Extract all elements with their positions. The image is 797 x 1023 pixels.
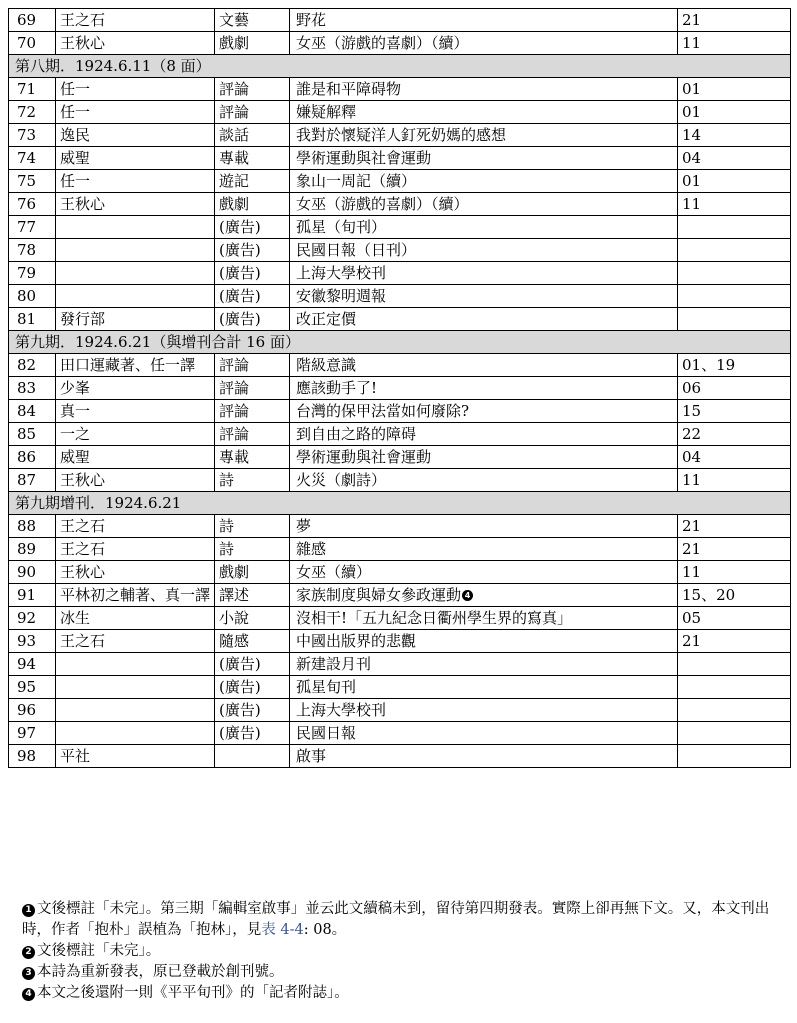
- table-row: [9, 262, 791, 285]
- page-cell: 21: [678, 630, 791, 653]
- author-cell: 任一: [56, 78, 215, 101]
- author-cell: [56, 699, 215, 722]
- title-cell: 安徽黎明週報: [290, 285, 678, 308]
- title-cell: 啟事: [290, 745, 678, 768]
- table-row: [9, 9, 791, 32]
- category-cell: 隨感: [215, 630, 290, 653]
- title-cell: 我對於懷疑洋人釘死奶媽的感想: [290, 124, 678, 147]
- author-cell: 少峯: [56, 377, 215, 400]
- page-cell: 11: [678, 469, 791, 492]
- item-number: 85: [9, 423, 56, 446]
- title-cell: 孤星（旬刊）: [290, 216, 678, 239]
- page-cell: [678, 745, 791, 768]
- page-cell: [678, 676, 791, 699]
- author-cell: 王之石: [56, 9, 215, 32]
- table-row: [9, 32, 791, 55]
- category-cell: (廣告): [215, 285, 290, 308]
- footnote-marker: 3: [22, 967, 35, 980]
- item-number: 76: [9, 193, 56, 216]
- item-number: 74: [9, 147, 56, 170]
- table-row: [9, 469, 791, 492]
- footnote-marker: 4: [462, 590, 473, 601]
- title-cell: 上海大學校刊: [290, 699, 678, 722]
- footnote: [22, 941, 782, 962]
- footnote-marker: 1: [22, 904, 35, 917]
- table-row: [9, 308, 791, 331]
- item-number: 75: [9, 170, 56, 193]
- table-row: [9, 354, 791, 377]
- title-cell: 女巫（續）: [290, 561, 678, 584]
- category-cell: 詩: [215, 538, 290, 561]
- title-cell: 孤星旬刊: [290, 676, 678, 699]
- item-number: 72: [9, 101, 56, 124]
- author-cell: 田口運藏著、任一譯: [56, 354, 215, 377]
- title-cell: 新建設月刊: [290, 653, 678, 676]
- author-cell: 任一: [56, 101, 215, 124]
- table-row: [9, 400, 791, 423]
- item-number: 73: [9, 124, 56, 147]
- page-cell: 01: [678, 78, 791, 101]
- page-cell: [678, 216, 791, 239]
- table-row: [9, 653, 791, 676]
- table-row: [9, 446, 791, 469]
- page-cell: 11: [678, 32, 791, 55]
- title-cell: 女巫（游戲的喜劇）（續）: [290, 193, 678, 216]
- author-cell: [56, 285, 215, 308]
- author-cell: [56, 262, 215, 285]
- category-cell: (廣告): [215, 262, 290, 285]
- table-row: [9, 124, 791, 147]
- title-cell: 火災（劇詩）: [290, 469, 678, 492]
- item-number: 82: [9, 354, 56, 377]
- item-number: 78: [9, 239, 56, 262]
- title-cell: 上海大學校刊: [290, 262, 678, 285]
- category-cell: (廣告): [215, 722, 290, 745]
- table-row: [9, 515, 791, 538]
- page-cell: [678, 262, 791, 285]
- category-cell: 小說: [215, 607, 290, 630]
- item-number: 96: [9, 699, 56, 722]
- category-cell: [215, 745, 290, 768]
- title-cell: 民國日報: [290, 722, 678, 745]
- table-row: [9, 584, 791, 607]
- category-cell: 評論: [215, 354, 290, 377]
- category-cell: (廣告): [215, 676, 290, 699]
- author-cell: 冰生: [56, 607, 215, 630]
- item-number: 90: [9, 561, 56, 584]
- page-cell: 22: [678, 423, 791, 446]
- table-row: [9, 676, 791, 699]
- author-cell: 王之石: [56, 515, 215, 538]
- title-cell: 階級意識: [290, 354, 678, 377]
- table-row: [9, 285, 791, 308]
- page-cell: 21: [678, 9, 791, 32]
- section-header-row: [9, 55, 791, 78]
- category-cell: 詩: [215, 469, 290, 492]
- category-cell: (廣告): [215, 699, 290, 722]
- item-number: 81: [9, 308, 56, 331]
- category-cell: 遊記: [215, 170, 290, 193]
- title-cell: 雜感: [290, 538, 678, 561]
- author-cell: [56, 239, 215, 262]
- index-table-body: [9, 9, 791, 768]
- footnote-text: 本文之後還附一則《平平旬刊》的「記者附誌」。: [37, 985, 349, 1001]
- table-row: [9, 239, 791, 262]
- category-cell: 戲劇: [215, 561, 290, 584]
- item-number: 80: [9, 285, 56, 308]
- category-cell: 專載: [215, 446, 290, 469]
- table-row: [9, 193, 791, 216]
- title-cell: 家族制度與婦女參政運動 4: [290, 584, 678, 607]
- category-cell: (廣告): [215, 216, 290, 239]
- author-cell: [56, 676, 215, 699]
- table-row: [9, 78, 791, 101]
- item-number: 88: [9, 515, 56, 538]
- page-cell: 11: [678, 193, 791, 216]
- page-cell: [678, 239, 791, 262]
- title-cell: 台灣的保甲法當如何廢除?: [290, 400, 678, 423]
- title-cell: 應該動手了!: [290, 377, 678, 400]
- section-title: 第八期．1924.6.11（8 面）: [9, 55, 791, 78]
- table-row: [9, 699, 791, 722]
- category-cell: (廣告): [215, 653, 290, 676]
- author-cell: [56, 653, 215, 676]
- item-number: 95: [9, 676, 56, 699]
- author-cell: 平林初之輔著、真一譯: [56, 584, 215, 607]
- item-number: 98: [9, 745, 56, 768]
- page-cell: [678, 285, 791, 308]
- item-number: 84: [9, 400, 56, 423]
- category-cell: 評論: [215, 400, 290, 423]
- title-cell: 到自由之路的障碍: [290, 423, 678, 446]
- table-row: [9, 722, 791, 745]
- author-cell: 王秋心: [56, 32, 215, 55]
- category-cell: 評論: [215, 423, 290, 446]
- category-cell: 譯述: [215, 584, 290, 607]
- title-cell: 野花: [290, 9, 678, 32]
- footnote: [22, 983, 782, 1004]
- section-header-row: [9, 331, 791, 354]
- page-cell: 04: [678, 446, 791, 469]
- footnote: [22, 899, 782, 941]
- table-row: [9, 147, 791, 170]
- category-cell: 戲劇: [215, 32, 290, 55]
- table-row: [9, 216, 791, 239]
- author-cell: 威聖: [56, 147, 215, 170]
- page-cell: [678, 308, 791, 331]
- item-number: 97: [9, 722, 56, 745]
- author-cell: 王之石: [56, 538, 215, 561]
- footnote-marker: 2: [22, 946, 35, 959]
- table-row: [9, 377, 791, 400]
- item-number: 70: [9, 32, 56, 55]
- author-cell: 發行部: [56, 308, 215, 331]
- page-cell: 01: [678, 101, 791, 124]
- category-cell: 詩: [215, 515, 290, 538]
- title-cell: 誰是和平障碍物: [290, 78, 678, 101]
- table-row: [9, 607, 791, 630]
- category-cell: 戲劇: [215, 193, 290, 216]
- page-cell: 21: [678, 538, 791, 561]
- item-number: 92: [9, 607, 56, 630]
- category-cell: 評論: [215, 101, 290, 124]
- title-cell: 女巫（游戲的喜劇）（續）: [290, 32, 678, 55]
- page-cell: 05: [678, 607, 791, 630]
- category-cell: 專載: [215, 147, 290, 170]
- item-number: 79: [9, 262, 56, 285]
- section-title: 第九期增刊．1924.6.21: [9, 492, 791, 515]
- page-cell: 04: [678, 147, 791, 170]
- category-cell: (廣告): [215, 308, 290, 331]
- title-cell: 夢: [290, 515, 678, 538]
- item-number: 77: [9, 216, 56, 239]
- page-cell: 21: [678, 515, 791, 538]
- author-cell: [56, 216, 215, 239]
- table-row: [9, 101, 791, 124]
- page-cell: 01: [678, 170, 791, 193]
- table-row: [9, 561, 791, 584]
- category-cell: 文藝: [215, 9, 290, 32]
- page-cell: [678, 653, 791, 676]
- index-table: [8, 8, 791, 768]
- item-number: 91: [9, 584, 56, 607]
- footnote-marker: 4: [22, 988, 35, 1001]
- footnote-text-tail: : 08。: [303, 922, 347, 938]
- table-reference-link[interactable]: 表 4-4: [261, 922, 304, 938]
- table-row: [9, 630, 791, 653]
- title-cell: 學術運動與社會運動: [290, 446, 678, 469]
- table-row: [9, 745, 791, 768]
- page-cell: 11: [678, 561, 791, 584]
- item-number: 83: [9, 377, 56, 400]
- page-cell: [678, 722, 791, 745]
- page-cell: 14: [678, 124, 791, 147]
- category-cell: (廣告): [215, 239, 290, 262]
- author-cell: 平社: [56, 745, 215, 768]
- item-number: 86: [9, 446, 56, 469]
- item-number: 71: [9, 78, 56, 101]
- author-cell: 逸民: [56, 124, 215, 147]
- table-row: [9, 170, 791, 193]
- footnote-text: 本詩為重新發表，原已登載於創刊號。: [37, 964, 284, 980]
- title-cell: 學術運動與社會運動: [290, 147, 678, 170]
- category-cell: 談話: [215, 124, 290, 147]
- item-number: 87: [9, 469, 56, 492]
- author-cell: 王秋心: [56, 561, 215, 584]
- page-cell: 01、19: [678, 354, 791, 377]
- author-cell: 真一: [56, 400, 215, 423]
- footnote-text: 文後標註「未完」。: [37, 943, 161, 959]
- page-cell: 15、20: [678, 584, 791, 607]
- footnotes: [22, 899, 782, 1004]
- title-cell: 嫌疑解釋: [290, 101, 678, 124]
- page-cell: 15: [678, 400, 791, 423]
- table-row: [9, 423, 791, 446]
- page-cell: 06: [678, 377, 791, 400]
- author-cell: 王之石: [56, 630, 215, 653]
- title-cell: 改正定價: [290, 308, 678, 331]
- category-cell: 評論: [215, 377, 290, 400]
- item-number: 94: [9, 653, 56, 676]
- item-number: 69: [9, 9, 56, 32]
- title-cell: 中國出版界的悲觀: [290, 630, 678, 653]
- table-row: [9, 538, 791, 561]
- title-cell: 民國日報（日刊）: [290, 239, 678, 262]
- item-number: 93: [9, 630, 56, 653]
- title-cell: 象山一周記（續）: [290, 170, 678, 193]
- author-cell: 任一: [56, 170, 215, 193]
- author-cell: 王秋心: [56, 193, 215, 216]
- category-cell: 評論: [215, 78, 290, 101]
- author-cell: [56, 722, 215, 745]
- footnote: [22, 962, 782, 983]
- title-cell: 沒相干!「五九紀念日衢州學生界的寫真」: [290, 607, 678, 630]
- page-cell: [678, 699, 791, 722]
- author-cell: 威聖: [56, 446, 215, 469]
- author-cell: 王秋心: [56, 469, 215, 492]
- section-title: 第九期．1924.6.21（與增刊合計 16 面）: [9, 331, 791, 354]
- section-header-row: [9, 492, 791, 515]
- author-cell: 一之: [56, 423, 215, 446]
- item-number: 89: [9, 538, 56, 561]
- footnote-text: 文後標註「未完」。第三期「編輯室啟事」並云此文續稿未到，留待第四期發表。實際上卻再無下文。又，本文刊出時，作者「抱朴」誤植為「抱林」，見: [22, 901, 770, 938]
